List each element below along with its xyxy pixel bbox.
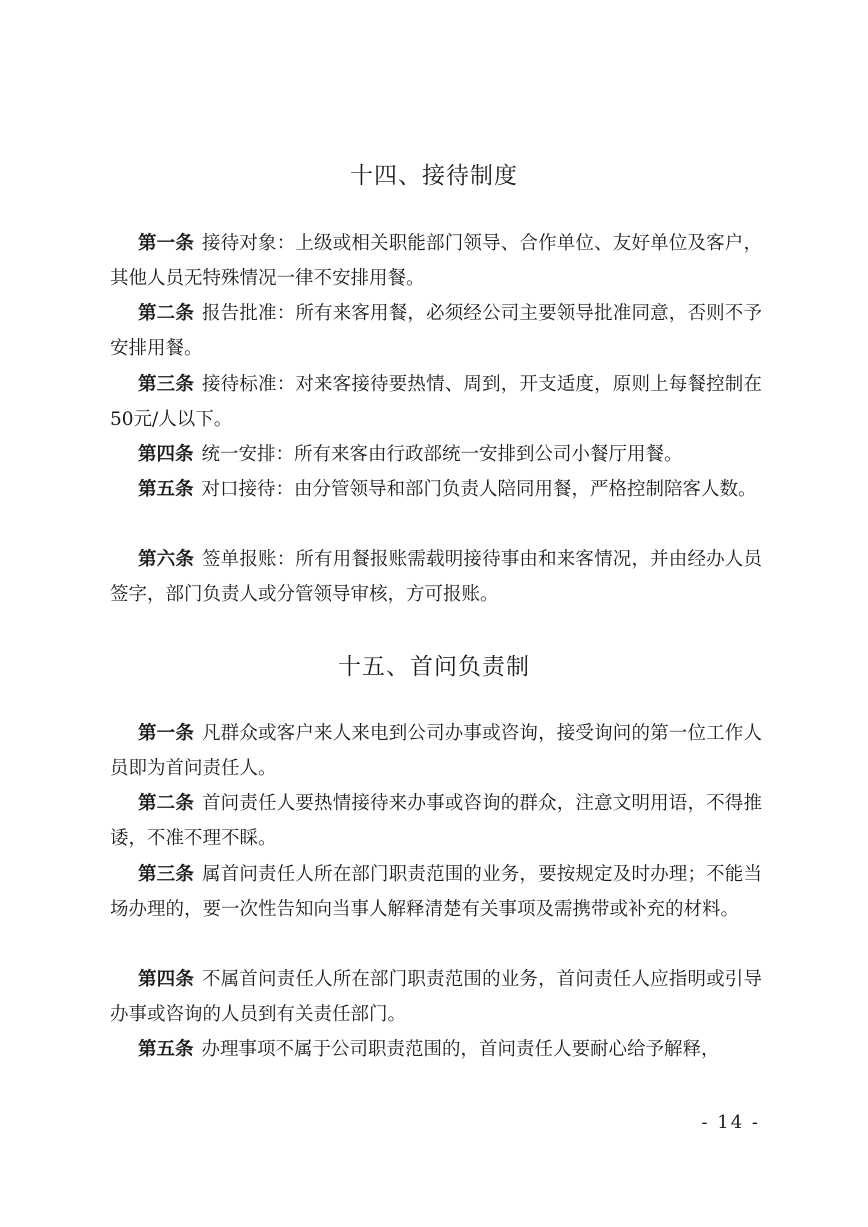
article-label: 第一条 [138,233,195,254]
article-paragraph [110,226,762,296]
article-text: 统一安排：所有来客由行政部统一安排到公司小餐厅用餐。 [201,444,683,465]
article-text: 凡群众或客户来人来电到公司办事或咨询，接受询问的第一位工作人员即为首问责任人。 [110,723,762,779]
article-paragraph [110,472,762,507]
article-label: 第二条 [138,793,195,814]
article-paragraph [110,857,762,927]
article-label: 第二条 [138,303,195,324]
article-label: 第四条 [138,969,195,990]
article-label: 第六条 [138,549,195,570]
article-label: 第三条 [138,864,195,885]
article-text: 报告批准：所有来客用餐，必须经公司主要领导批准同意，否则不予安排用餐。 [110,303,762,359]
article-label: 第一条 [138,723,195,744]
article-text: 属首问责任人所在部门职责范围的业务，要按规定及时办理；不能当场办理的，要一次性告知向当事人解释清楚有关事项及需携带或补充的材料。 [110,864,762,920]
article-label: 第四条 [138,444,194,465]
article-label: 第三条 [138,374,195,395]
article-paragraph [110,296,762,366]
article-paragraph [110,786,762,856]
article-paragraph [110,437,762,472]
article-label: 第五条 [138,479,194,500]
article-paragraph [110,716,762,786]
section-title-reception: 十四、接待制度 [350,163,518,189]
article-text: 对口接待：由分管领导和部门负责人陪同用餐，严格控制陪客人数。 [201,479,757,500]
article-text: 不属首问责任人所在部门职责范围的业务，首问责任人应指明或引导办事或咨询的人员到有关责任部门。 [110,969,762,1025]
article-paragraph [110,367,762,437]
article-text: 首问责任人要热情接待来办事或咨询的群众，注意文明用语，不得推诿，不准不理不睬。 [110,793,762,849]
article-paragraph [110,962,762,1032]
page-number: - 14 - [701,1112,760,1133]
article-text: 签单报账：所有用餐报账需载明接待事由和来客情况，并由经办人员签字，部门负责人或分管领导审核，方可报账。 [110,549,762,605]
article-text: 接待对象：上级或相关职能部门领导、合作单位、友好单位及客户，其他人员无特殊情况一律不安排用餐。 [110,233,762,289]
article-text: 接待标准：对来客接待要热情、周到，开支适度，原则上每餐控制在50元/人以下。 [110,374,762,430]
article-label: 第五条 [138,1039,194,1060]
article-paragraph [110,1032,762,1067]
section-title-first-inquiry: 十五、首问负责制 [338,654,530,680]
article-text: 办理事项不属于公司职责范围的，首问责任人要耐心给予解释， [201,1039,720,1060]
article-paragraph [110,542,762,612]
